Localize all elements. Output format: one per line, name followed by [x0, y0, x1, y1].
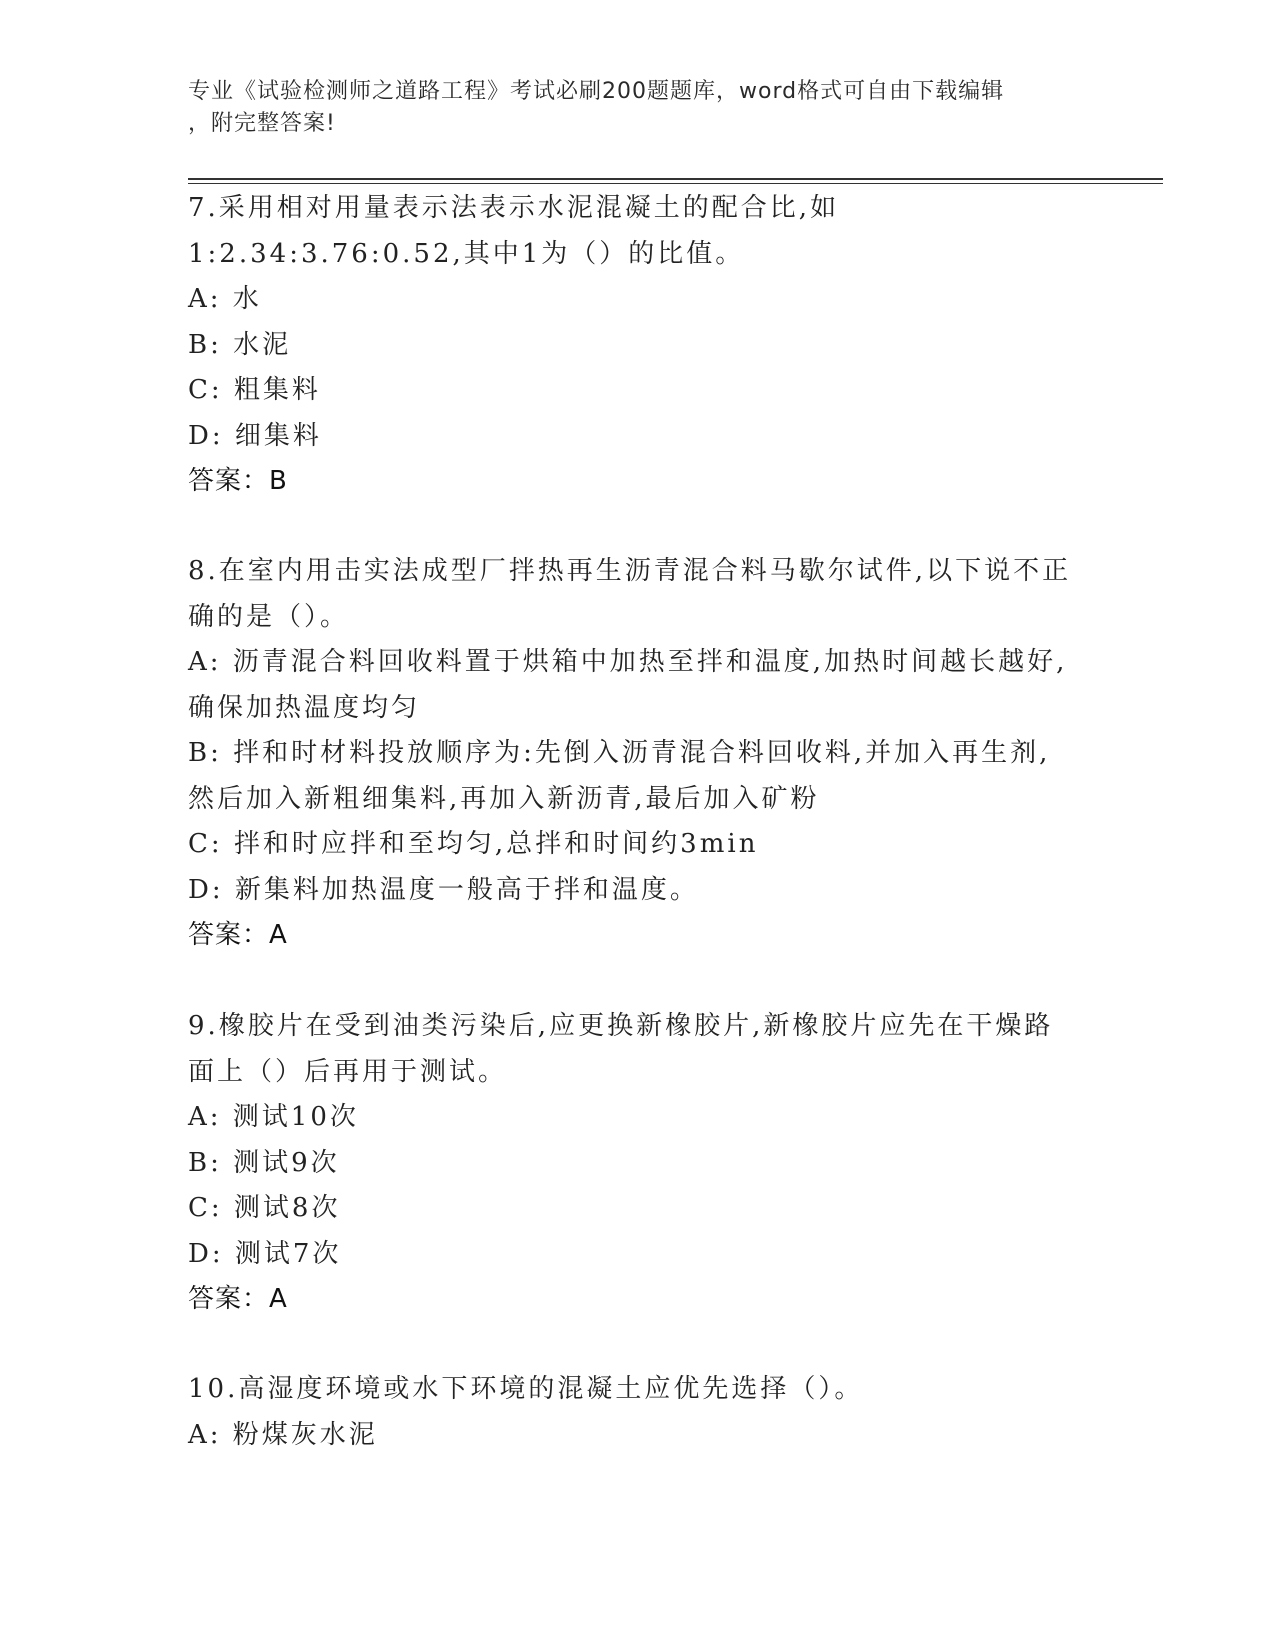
option-a-cont: 确保加热温度均匀: [188, 692, 421, 723]
answer-line: 答案：B: [188, 466, 288, 496]
option-a: A: 沥青混合料回收料置于烘箱中加热至拌和温度,加热时间越长越好,: [188, 647, 1068, 677]
question-10: [188, 1367, 1088, 1458]
option-a: A: 水: [188, 284, 262, 314]
question-stem: 面上（）后再用于测试。: [188, 1056, 508, 1087]
question-stem: 确的是（）。: [188, 601, 350, 632]
option-d: D: 测试7次: [188, 1238, 342, 1269]
question-stem: 7.采用相对用量表示法表示水泥混凝土的配合比,如: [188, 193, 840, 223]
question-9: [188, 1004, 1088, 1323]
option-a: A: 测试10次: [188, 1102, 359, 1132]
question-stem: 9.橡胶片在受到油类污染后,应更换新橡胶片,新橡胶片应先在干燥路: [188, 1011, 1054, 1041]
question-7: [188, 186, 1088, 505]
option-c: C: 粗集料: [188, 375, 321, 405]
header-line: ，附完整答案!: [188, 111, 336, 136]
question-stem: 8.在室内用击实法成型厂拌热再生沥青混合料马歇尔试件,以下说不正: [188, 556, 1072, 586]
header-line: 专业《试验检测师之道路工程》考试必刷200题题库，word格式可自由下载编辑: [188, 79, 1005, 104]
header-divider: [188, 178, 1163, 180]
option-c: C: 测试8次: [188, 1193, 341, 1223]
document-header: [188, 76, 1088, 140]
answer-line: 答案：A: [188, 1284, 288, 1314]
option-c: C: 拌和时应拌和至均匀,总拌和时间约3min: [188, 829, 759, 859]
option-d: D: 细集料: [188, 420, 322, 451]
option-b: B: 拌和时材料投放顺序为:先倒入沥青混合料回收料,并加入再生剂,: [188, 738, 1051, 768]
option-d: D: 新集料加热温度一般高于拌和温度。: [188, 874, 699, 905]
question-stem: 1:2.34:3.76:0.52,其中1为（）的比值。: [188, 238, 745, 269]
answer-line: 答案：A: [188, 920, 288, 950]
option-b-cont: 然后加入新粗细集料,再加入新沥青,最后加入矿粉: [188, 783, 820, 814]
question-stem: 10.高湿度环境或水下环境的混凝土应优先选择（）。: [188, 1374, 864, 1404]
header-divider: [188, 183, 1163, 184]
option-b: B: 测试9次: [188, 1147, 340, 1178]
option-a: A: 粉煤灰水泥: [188, 1419, 378, 1450]
option-b: B: 水泥: [188, 329, 292, 360]
question-8: [188, 549, 1088, 959]
